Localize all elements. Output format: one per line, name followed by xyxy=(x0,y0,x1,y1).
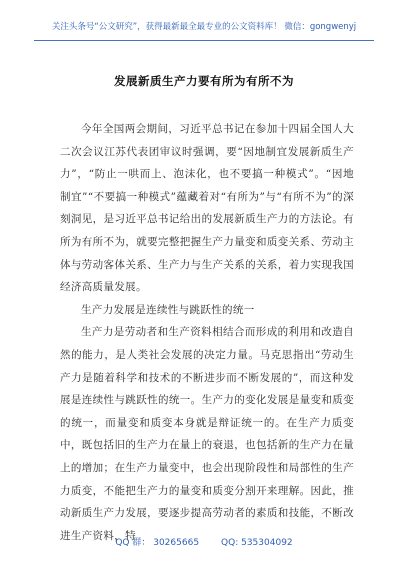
section-subheading: 生产力发展是连续性与跳跃性的统一 xyxy=(81,303,255,316)
footer-qq: QQ: 535304092 xyxy=(221,538,293,548)
document-title: 发展新质生产力要有所为有所不为 xyxy=(114,74,294,88)
footer-qq-group: QQ 群： 30265665 xyxy=(115,538,200,548)
page-header: 关注头条号“公文研究”，获得最新最全最专业的公文资料库！ 微信：gongwenyj xyxy=(51,22,357,32)
page-footer xyxy=(0,535,408,548)
header-divider xyxy=(34,40,374,41)
document-body xyxy=(60,118,354,547)
paragraph: 生产力是劳动者和生产资料相结合而形成的利用和改造自然的能力，是人类社会发展的决定力量。马克思指出“劳动生产力是随着科学和技术的不断进步而不断发展的”，而这种发展是连续性与跳跃性的统一。生产力的变化发展是量变和质变的统一，而量变和质变本身就是辩证统一的。在生产力质变中，既包括旧的生产力在量上的衰退，也包括新的生产力在量上的增加；在生产力量变中，也会出现阶段性和局部性的生产力质变，不能把生产力的量变和质变分割开来理解。因此，推动新质生产力发展，要逐步提高劳动者的素质和技能，不断改进生产资料，特 xyxy=(60,326,354,542)
paragraph: 今年全国两会期间，习近平总书记在参加十四届全国人大二次会议江苏代表团审议时强调，要“因地制宜发展新质生产力”，“防止一哄而上、泡沫化，也不要搞一种模式”。“因地制宜”“不要搞一种模式”蕴藏着对“有所为”与“有所不为”的深刻洞见，是习近平总书记给出的发展新质生产力的方法论。有所为有所不为，就要完整把握生产力量变和质变关系、劳动主体与劳动客体关系、生产力与生产关系的关系，着力实现我国经济高质量发展。 xyxy=(60,123,354,294)
